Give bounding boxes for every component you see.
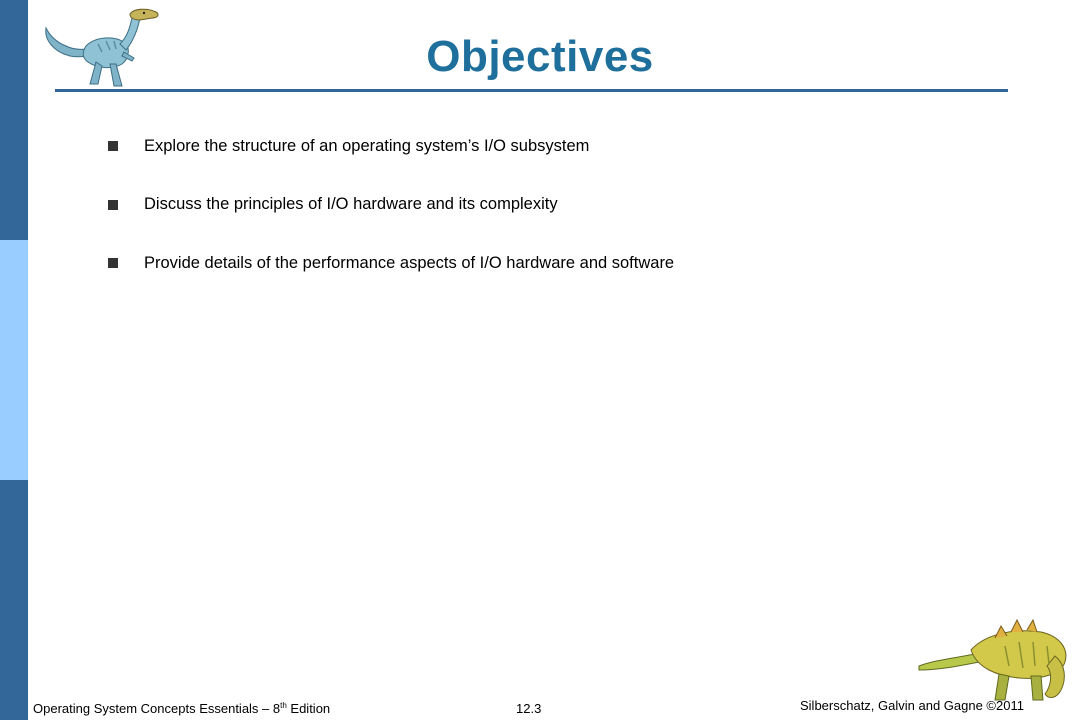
square-bullet-icon (108, 141, 118, 151)
square-bullet-icon (108, 200, 118, 210)
sidebar-stripe (0, 0, 28, 720)
title-divider (55, 89, 1008, 92)
footer-book-title (33, 701, 330, 716)
footer-copyright: Silberschatz, Galvin and Gagne ©2011 (800, 698, 1024, 713)
square-bullet-icon (108, 258, 118, 268)
bullet-text: Explore the structure of an operating system’s I/O subsystem (144, 136, 590, 155)
sidebar-segment-bottom (0, 480, 28, 720)
page-number: 12.3 (516, 701, 542, 716)
sidebar-segment-middle (0, 240, 28, 480)
list-item (108, 195, 674, 215)
footer-book-superscript: th (280, 701, 287, 710)
bullet-list (108, 136, 674, 312)
list-item (108, 136, 674, 156)
footer-book-suffix: Edition (286, 701, 331, 716)
bullet-text: Discuss the principles of I/O hardware and its complexity (144, 195, 558, 213)
footer-book-prefix: Operating System Concepts Essentials – 8 (33, 701, 281, 716)
bullet-text: Provide details of the performance aspects of I/O hardware and software (144, 253, 675, 272)
dinosaur-icon (915, 616, 1080, 704)
list-item (108, 253, 674, 273)
slide-title: Objectives (426, 32, 654, 81)
